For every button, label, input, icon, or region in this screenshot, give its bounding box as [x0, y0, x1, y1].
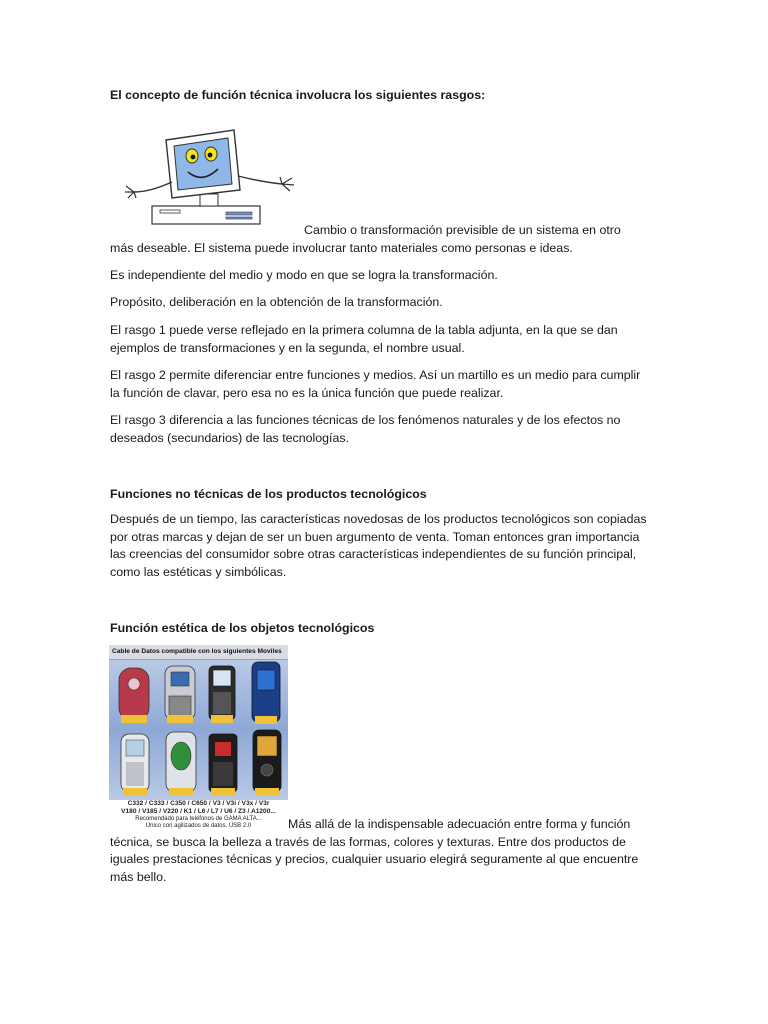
paragraph-aesthetic-function: [110, 816, 650, 886]
phone-cable-advertisement-image: [109, 645, 288, 833]
paragraph-trait-1: [110, 222, 650, 257]
paragraph-aesthetic-start: Más allá de la indispensable adecuación entre forma y función: [288, 817, 631, 831]
section-heading-non-technical: Funciones no técnicas de los productos tecnológicos: [110, 487, 427, 501]
ad-models-line-1: C332 / C333 / C350 / C650 / V3 / V3i / V3x / V3r: [127, 800, 270, 807]
cartoon-computer-illustration: [122, 128, 298, 230]
phone-red-flip-icon: [119, 668, 149, 723]
ad-header: Cable de Datos compatible con los siguientes Moviles: [109, 645, 288, 660]
ad-note-line-2: Unico con agilizados de datos. USB 2.0: [145, 823, 252, 829]
ad-phones-panel: [109, 660, 288, 800]
ad-models-line-2: V180 / V185 / V220 / K1 / L6 / L7 / U6 / Z3 / A1200...: [121, 808, 276, 815]
paragraph-aesthetic-rest: técnica, se busca la belleza a través de las formas, colores y texturas. Entre dos productos de iguales prestaciones técnicas y precios, cualquier usuario elegirá seguramente al que encuentre más bello.: [110, 834, 639, 884]
paragraph-non-technical-functions: Después de un tiempo, las características novedosas de los productos tecnológicos son copiadas por otras marcas y dejan de ser un buen argumento de venta. Toman entonces gran importancia las creencias del consumidor sobre otras características independientes de su función principal, como las estéticas y simbólicas.: [110, 512, 647, 579]
paragraph-trait-2-explanation: El rasgo 2 permite diferenciar entre funciones y medios. Así un martillo es un medio para cumplir la función de clavar, pero esa no es la única función que puede realizar.: [110, 368, 641, 400]
paragraph-trait-1-start: Cambio o transformación previsible de un sistema en otro: [304, 223, 621, 237]
paragraph-trait-3: Propósito, deliberación en la obtención de la transformación.: [110, 295, 443, 309]
paragraph-trait-1-rest: más deseable. El sistema puede involucrar tanto materiales como personas e ideas.: [110, 240, 573, 255]
paragraph-trait-1-explanation: El rasgo 1 puede verse reflejado en la primera columna de la tabla adjunta, en la que se dan ejemplos de transformaciones y en la segunda, el nombre usual.: [110, 323, 618, 355]
section-heading-aesthetic: Función estética de los objetos tecnológicos: [110, 621, 375, 635]
phone-white-bar-icon: [121, 734, 149, 796]
cartoon-computer-icon: [122, 128, 298, 230]
intro-heading: El concepto de función técnica involucra los siguientes rasgos:: [110, 88, 486, 102]
phone-green-flip-icon: [166, 732, 196, 796]
mobile-phones-icon: [109, 660, 288, 800]
phone-black-razr-icon: [209, 734, 237, 796]
ad-note-line-1: Recomendado para teléfonos de GAMA ALTA...: [135, 816, 262, 822]
phone-blue-flip-icon: [252, 662, 280, 724]
paragraph-trait-2: Es independiente del medio y modo en que se logra la transformación.: [110, 268, 498, 282]
phone-black-slider-icon: [253, 730, 281, 796]
paragraph-trait-3-explanation: El rasgo 3 diferencia a las funciones técnicas de los fenómenos naturales y de los efectos no deseados (secundarios) de las tecnologías.: [110, 413, 621, 445]
phone-silver-flip-icon: [165, 666, 195, 723]
phone-black-bar-icon: [209, 666, 235, 723]
